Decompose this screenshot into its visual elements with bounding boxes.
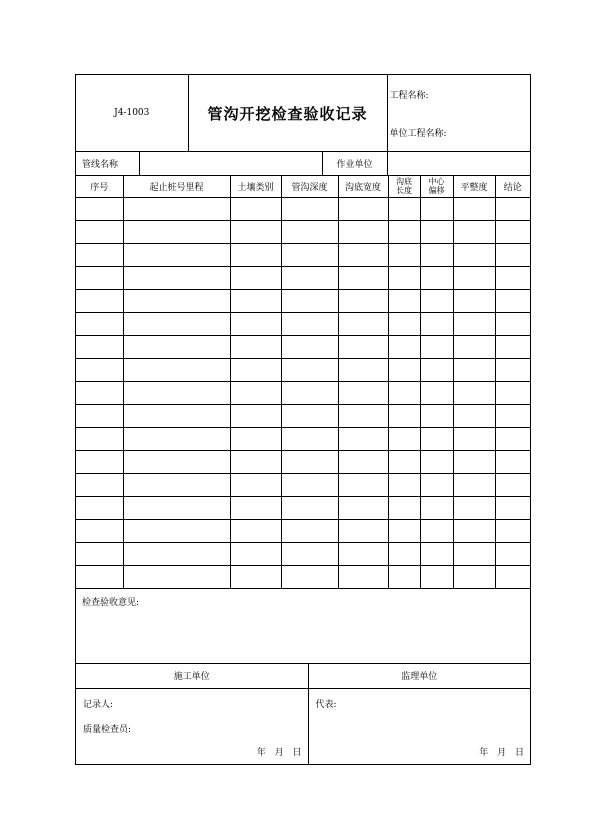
table-cell[interactable] xyxy=(123,519,230,542)
table-cell[interactable] xyxy=(495,289,530,312)
table-cell[interactable] xyxy=(388,220,420,243)
remarks-table xyxy=(76,589,530,664)
table-cell[interactable] xyxy=(453,312,495,335)
table-cell[interactable] xyxy=(76,381,123,404)
table-cell[interactable] xyxy=(388,335,420,358)
table-cell[interactable] xyxy=(388,565,420,588)
table-cell[interactable] xyxy=(281,289,338,312)
table-cell[interactable] xyxy=(338,220,388,243)
table-cell[interactable] xyxy=(123,335,230,358)
col-bottom-length-line1: 沟底 xyxy=(396,177,412,186)
form-title: 管沟开挖检查验收记录 xyxy=(188,75,387,152)
table-row xyxy=(76,266,530,289)
table-row xyxy=(76,358,530,381)
table-cell[interactable] xyxy=(281,335,338,358)
table-cell[interactable] xyxy=(388,312,420,335)
table-cell[interactable] xyxy=(76,565,123,588)
table-cell[interactable] xyxy=(123,381,230,404)
table-row xyxy=(76,496,530,519)
table-cell[interactable] xyxy=(495,381,530,404)
table-cell[interactable] xyxy=(453,289,495,312)
table-row xyxy=(76,427,530,450)
table-cell[interactable] xyxy=(495,404,530,427)
supervision-date: 年 月 日 xyxy=(479,747,524,758)
construction-unit-label: 施工单位 xyxy=(76,664,308,689)
table-cell[interactable] xyxy=(123,312,230,335)
table-row xyxy=(76,289,530,312)
table-cell[interactable] xyxy=(388,197,420,220)
table-cell[interactable] xyxy=(453,381,495,404)
table-cell[interactable] xyxy=(76,519,123,542)
table-cell[interactable] xyxy=(281,381,338,404)
table-cell[interactable] xyxy=(453,450,495,473)
col-flatness: 平整度 xyxy=(453,176,495,198)
table-cell[interactable] xyxy=(420,220,453,243)
table-cell[interactable] xyxy=(230,381,281,404)
table-cell[interactable] xyxy=(420,496,453,519)
table-cell[interactable] xyxy=(420,358,453,381)
table-cell[interactable] xyxy=(76,220,123,243)
table-cell[interactable] xyxy=(453,427,495,450)
table-cell[interactable] xyxy=(76,450,123,473)
table-row xyxy=(76,450,530,473)
table-row xyxy=(76,312,530,335)
table-cell[interactable] xyxy=(123,197,230,220)
table-cell[interactable] xyxy=(281,220,338,243)
work-unit-label: 作业单位 xyxy=(322,152,387,175)
table-cell[interactable] xyxy=(338,496,388,519)
table-cell[interactable] xyxy=(453,266,495,289)
table-cell[interactable] xyxy=(388,358,420,381)
table-cell[interactable] xyxy=(495,496,530,519)
table-cell[interactable] xyxy=(420,197,453,220)
col-center-offset xyxy=(420,176,453,198)
table-cell[interactable] xyxy=(76,312,123,335)
table-cell[interactable] xyxy=(338,565,388,588)
table-cell[interactable] xyxy=(495,312,530,335)
recorder-label: 记录人: xyxy=(83,699,114,710)
table-cell[interactable] xyxy=(230,473,281,496)
construction-date: 年 月 日 xyxy=(256,747,302,758)
table-cell[interactable] xyxy=(230,335,281,358)
table-cell[interactable] xyxy=(76,358,123,381)
table-cell[interactable] xyxy=(230,220,281,243)
table-cell[interactable] xyxy=(388,289,420,312)
table-cell[interactable] xyxy=(123,496,230,519)
table-cell[interactable] xyxy=(388,381,420,404)
table-cell[interactable] xyxy=(76,427,123,450)
col-seq: 序号 xyxy=(76,176,123,198)
table-cell[interactable] xyxy=(230,565,281,588)
table-row xyxy=(76,243,530,266)
table-cell[interactable] xyxy=(453,243,495,266)
table-cell[interactable] xyxy=(338,404,388,427)
table-cell[interactable] xyxy=(388,519,420,542)
table-cell[interactable] xyxy=(338,335,388,358)
table-cell[interactable] xyxy=(453,565,495,588)
table-cell[interactable] xyxy=(420,542,453,565)
pipeline-name-field[interactable] xyxy=(139,152,322,175)
table-cell[interactable] xyxy=(453,220,495,243)
table-row xyxy=(76,335,530,358)
table-cell[interactable] xyxy=(338,197,388,220)
table-cell[interactable] xyxy=(420,450,453,473)
table-cell[interactable] xyxy=(230,243,281,266)
table-cell[interactable] xyxy=(281,358,338,381)
table-cell[interactable] xyxy=(338,450,388,473)
table-cell[interactable] xyxy=(123,289,230,312)
table-cell[interactable] xyxy=(230,358,281,381)
table-cell[interactable] xyxy=(388,427,420,450)
column-header-row xyxy=(76,176,530,198)
table-row xyxy=(76,197,530,220)
table-cell[interactable] xyxy=(453,519,495,542)
table-cell[interactable] xyxy=(420,243,453,266)
signature-table xyxy=(76,664,530,764)
table-cell[interactable] xyxy=(338,519,388,542)
table-cell[interactable] xyxy=(281,496,338,519)
table-cell[interactable] xyxy=(495,450,530,473)
table-cell[interactable] xyxy=(495,266,530,289)
table-cell[interactable] xyxy=(123,266,230,289)
table-cell[interactable] xyxy=(388,473,420,496)
table-row xyxy=(76,381,530,404)
quality-inspector-label: 质量检查员: xyxy=(83,724,132,735)
table-cell[interactable] xyxy=(76,243,123,266)
project-name-label: 工程名称: xyxy=(389,90,429,101)
table-cell[interactable] xyxy=(495,358,530,381)
col-conclusion: 结论 xyxy=(495,176,530,198)
table-cell[interactable] xyxy=(388,243,420,266)
table-cell[interactable] xyxy=(230,197,281,220)
table-cell[interactable] xyxy=(338,427,388,450)
table-cell[interactable] xyxy=(453,404,495,427)
table-cell[interactable] xyxy=(495,473,530,496)
table-cell[interactable] xyxy=(495,335,530,358)
table-cell[interactable] xyxy=(76,542,123,565)
table-cell[interactable] xyxy=(338,312,388,335)
table-cell[interactable] xyxy=(230,496,281,519)
table-cell[interactable] xyxy=(338,542,388,565)
table-cell[interactable] xyxy=(76,335,123,358)
remarks-label: 检查验收意见: xyxy=(82,597,140,608)
header-table xyxy=(76,75,530,152)
table-cell[interactable] xyxy=(495,542,530,565)
table-cell[interactable] xyxy=(420,427,453,450)
table-cell[interactable] xyxy=(123,542,230,565)
table-cell[interactable] xyxy=(230,404,281,427)
col-bottom-length xyxy=(388,176,420,198)
table-cell[interactable] xyxy=(420,312,453,335)
table-cell[interactable] xyxy=(338,473,388,496)
form-code: J4-1003 xyxy=(76,75,188,152)
table-cell[interactable] xyxy=(495,220,530,243)
table-cell[interactable] xyxy=(338,243,388,266)
work-unit-field[interactable] xyxy=(387,152,530,175)
table-cell[interactable] xyxy=(420,404,453,427)
table-cell[interactable] xyxy=(123,358,230,381)
table-cell[interactable] xyxy=(420,565,453,588)
table-cell[interactable] xyxy=(453,197,495,220)
table-cell[interactable] xyxy=(230,450,281,473)
table-cell[interactable] xyxy=(230,289,281,312)
table-cell[interactable] xyxy=(281,243,338,266)
table-cell[interactable] xyxy=(420,266,453,289)
table-cell[interactable] xyxy=(338,289,388,312)
project-name-field[interactable] xyxy=(387,75,530,113)
table-row xyxy=(76,542,530,565)
table-cell[interactable] xyxy=(281,450,338,473)
table-cell[interactable] xyxy=(495,243,530,266)
col-depth: 管沟深度 xyxy=(281,176,338,198)
table-cell[interactable] xyxy=(338,266,388,289)
table-cell[interactable] xyxy=(123,427,230,450)
table-cell[interactable] xyxy=(281,312,338,335)
construction-sign-box[interactable] xyxy=(76,688,308,764)
table-cell[interactable] xyxy=(388,404,420,427)
table-row xyxy=(76,473,530,496)
table-cell[interactable] xyxy=(123,404,230,427)
table-cell[interactable] xyxy=(495,427,530,450)
info-table xyxy=(76,152,530,176)
data-table xyxy=(76,176,530,589)
table-cell[interactable] xyxy=(495,519,530,542)
table-cell[interactable] xyxy=(76,197,123,220)
table-cell[interactable] xyxy=(453,496,495,519)
table-cell[interactable] xyxy=(420,289,453,312)
unit-project-field[interactable] xyxy=(387,113,530,152)
col-center-offset-line1: 中心 xyxy=(428,177,445,186)
supervision-unit-label: 监理单位 xyxy=(308,664,530,689)
table-cell[interactable] xyxy=(123,220,230,243)
col-station: 起止桩号里程 xyxy=(123,176,230,198)
table-cell[interactable] xyxy=(76,473,123,496)
pipeline-name-label: 管线名称 xyxy=(76,152,139,175)
table-cell[interactable] xyxy=(388,450,420,473)
table-cell[interactable] xyxy=(230,542,281,565)
col-bottom-length-line2: 长度 xyxy=(396,186,412,195)
table-cell[interactable] xyxy=(281,519,338,542)
table-row xyxy=(76,220,530,243)
table-cell[interactable] xyxy=(338,381,388,404)
table-cell[interactable] xyxy=(230,427,281,450)
table-cell[interactable] xyxy=(123,565,230,588)
table-cell[interactable] xyxy=(230,312,281,335)
table-cell[interactable] xyxy=(230,266,281,289)
table-cell[interactable] xyxy=(76,266,123,289)
table-cell[interactable] xyxy=(388,496,420,519)
table-row xyxy=(76,519,530,542)
table-cell[interactable] xyxy=(495,565,530,588)
representative-label: 代表: xyxy=(315,699,337,710)
table-cell[interactable] xyxy=(281,427,338,450)
table-cell[interactable] xyxy=(123,243,230,266)
table-cell[interactable] xyxy=(76,404,123,427)
table-cell[interactable] xyxy=(420,335,453,358)
col-width: 沟底宽度 xyxy=(338,176,388,198)
table-cell[interactable] xyxy=(453,542,495,565)
table-cell[interactable] xyxy=(420,381,453,404)
table-cell[interactable] xyxy=(420,519,453,542)
table-cell[interactable] xyxy=(76,496,123,519)
table-cell[interactable] xyxy=(230,519,281,542)
table-cell[interactable] xyxy=(281,473,338,496)
table-cell[interactable] xyxy=(281,565,338,588)
table-cell[interactable] xyxy=(338,358,388,381)
table-cell[interactable] xyxy=(281,404,338,427)
table-cell[interactable] xyxy=(388,266,420,289)
unit-project-label: 单位工程名称: xyxy=(389,128,447,139)
table-cell[interactable] xyxy=(453,335,495,358)
table-row xyxy=(76,404,530,427)
table-cell[interactable] xyxy=(281,266,338,289)
table-cell[interactable] xyxy=(388,542,420,565)
table-cell[interactable] xyxy=(123,473,230,496)
table-cell[interactable] xyxy=(281,542,338,565)
table-cell[interactable] xyxy=(453,358,495,381)
inspection-form xyxy=(75,74,531,765)
col-center-offset-line2: 偏移 xyxy=(428,186,445,195)
table-cell[interactable] xyxy=(281,197,338,220)
remarks-field[interactable] xyxy=(76,589,530,664)
table-cell[interactable] xyxy=(123,450,230,473)
table-cell[interactable] xyxy=(76,289,123,312)
supervision-sign-box[interactable] xyxy=(308,688,530,764)
table-cell[interactable] xyxy=(495,197,530,220)
table-row xyxy=(76,565,530,588)
col-soil: 土壤类别 xyxy=(230,176,281,198)
table-cell[interactable] xyxy=(453,473,495,496)
table-cell[interactable] xyxy=(420,473,453,496)
